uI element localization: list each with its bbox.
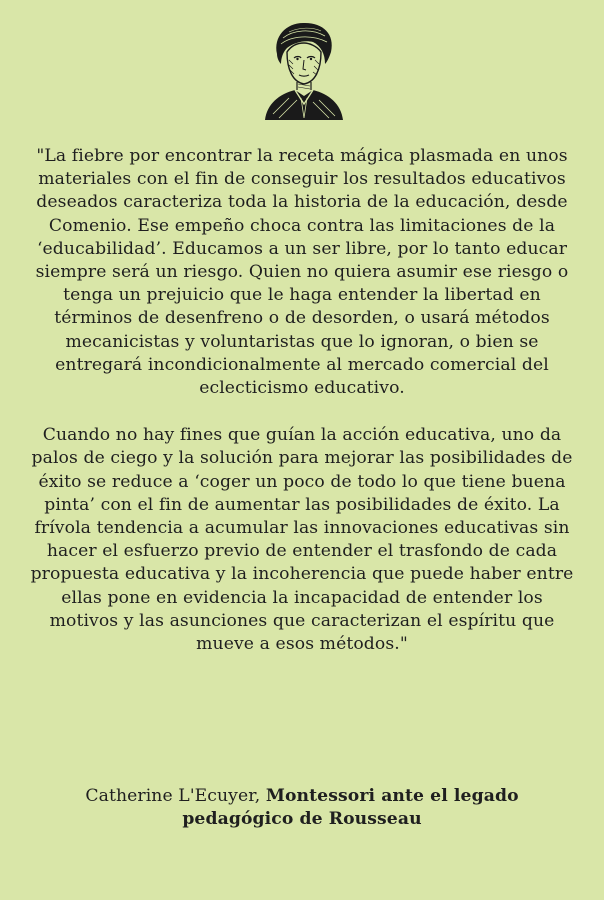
author-name: Catherine L'Ecuyer,: [85, 786, 261, 806]
portrait-image: [259, 18, 347, 122]
quote-paragraph: "La fiebre por encontrar la receta mágica plasmada en unos materiales con el fin de conseguir los resultados educativos deseados caracteriza toda la historia de la educación, desde Comenio. Ese empeño choca contra las limitaciones de la ‘educabilidad’. Educamos a un ser libre, por lo tanto educar siempre será un riesgo. Quien no quiera asumir ese riesgo o tenga un prejuicio que le haga entender la libertad en términos de desenfreno o de desorden, o usará métodos mecanicistas y voluntaristas que lo ignoran, o bien se entregará incondicionalmente al mercado comercial del eclecticismo educativo.: [35, 146, 569, 399]
engraved-portrait-icon: [259, 18, 347, 122]
quote-paragraph: Cuando no hay fines que guían la acción educativa, uno da palos de ciego y la solución para mejorar las posibilidades de éxito se reduce a ‘coger un poco de todo lo que tiene buena pinta’ con el fin de aumentar las posibilidades de éxito. La frívola tendencia a acumular las innovaciones educativas sin hacer el esfuerzo previo de entender el trasfondo de cada propuesta educativa y la incoherencia que puede haber entre ellas pone en evidencia la incapacidad de entender los motivos y las asunciones que caracterizan el espíritu que mueve a esos métodos.": [30, 425, 574, 655]
book-title: Montessori ante el legado pedagógico de Rousseau: [182, 786, 519, 830]
quote-text: [28, 145, 576, 656]
attribution: [28, 785, 576, 831]
